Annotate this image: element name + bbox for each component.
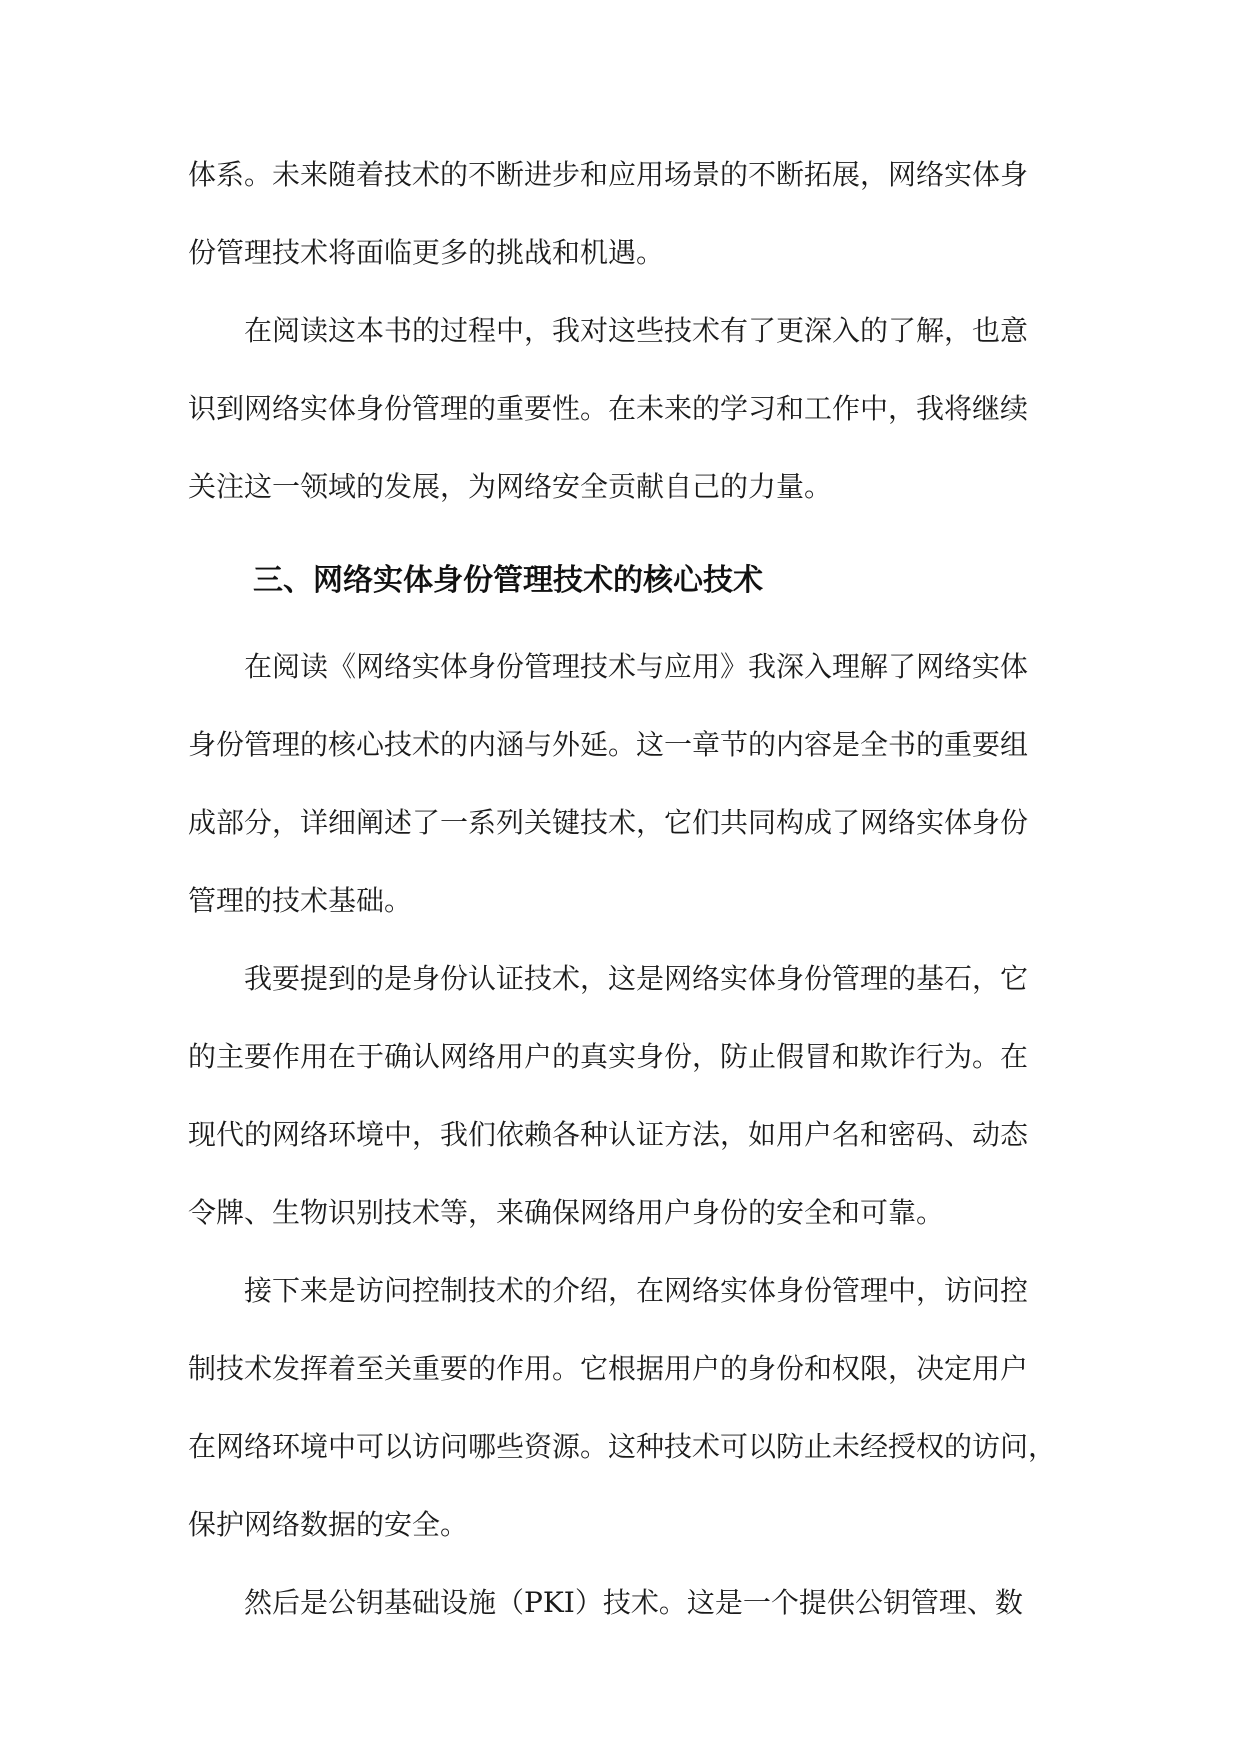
text-line: 的主要作用在于确认网络用户的真实身份，防止假冒和欺诈行为。在 bbox=[188, 1040, 1029, 1073]
text-line: 成部分，详细阐述了一系列关键技术，它们共同构成了网络实体身份 bbox=[188, 806, 1029, 839]
text-line: 保护网络数据的安全。 bbox=[188, 1508, 469, 1541]
text-line: 制技术发挥着至关重要的作用。它根据用户的身份和权限，决定用户 bbox=[188, 1352, 1029, 1385]
text-line: 在网络环境中可以访问哪些资源。这种技术可以防止未经授权的访问， bbox=[188, 1430, 1057, 1463]
text-line: 管理的技术基础。 bbox=[188, 884, 413, 917]
paragraph-block-main bbox=[188, 628, 1057, 1642]
paragraph-block-top bbox=[188, 136, 1054, 526]
text-line: 识到网络实体身份管理的重要性。在未来的学习和工作中，我将继续 bbox=[188, 392, 1029, 425]
text-line: 身份管理的核心技术的内涵与外延。这一章节的内容是全书的重要组 bbox=[188, 728, 1029, 761]
text-line: 份管理技术将面临更多的挑战和机遇。 bbox=[188, 236, 665, 269]
text-line: 我要提到的是身份认证技术，这是网络实体身份管理的基石，它 bbox=[188, 962, 1029, 995]
section-heading: 三、网络实体身份管理技术的核心技术 bbox=[253, 563, 763, 598]
text-line: 令牌、生物识别技术等，来确保网络用户身份的安全和可靠。 bbox=[188, 1196, 945, 1229]
text-line: 现代的网络环境中，我们依赖各种认证方法，如用户名和密码、动态 bbox=[188, 1118, 1029, 1151]
text-line: 接下来是访问控制技术的介绍，在网络实体身份管理中，访问控 bbox=[188, 1274, 1029, 1307]
text-line: 关注这一领域的发展，为网络安全贡献自己的力量。 bbox=[188, 470, 833, 503]
text-line: 在阅读《网络实体身份管理技术与应用》我深入理解了网络实体 bbox=[188, 650, 1029, 683]
text-line: 然后是公钥基础设施（PKI）技术。这是一个提供公钥管理、数 bbox=[188, 1586, 1023, 1619]
text-line: 在阅读这本书的过程中，我对这些技术有了更深入的了解，也意 bbox=[188, 314, 1029, 347]
text-line: 体系。未来随着技术的不断进步和应用场景的不断拓展，网络实体身 bbox=[188, 158, 1029, 191]
